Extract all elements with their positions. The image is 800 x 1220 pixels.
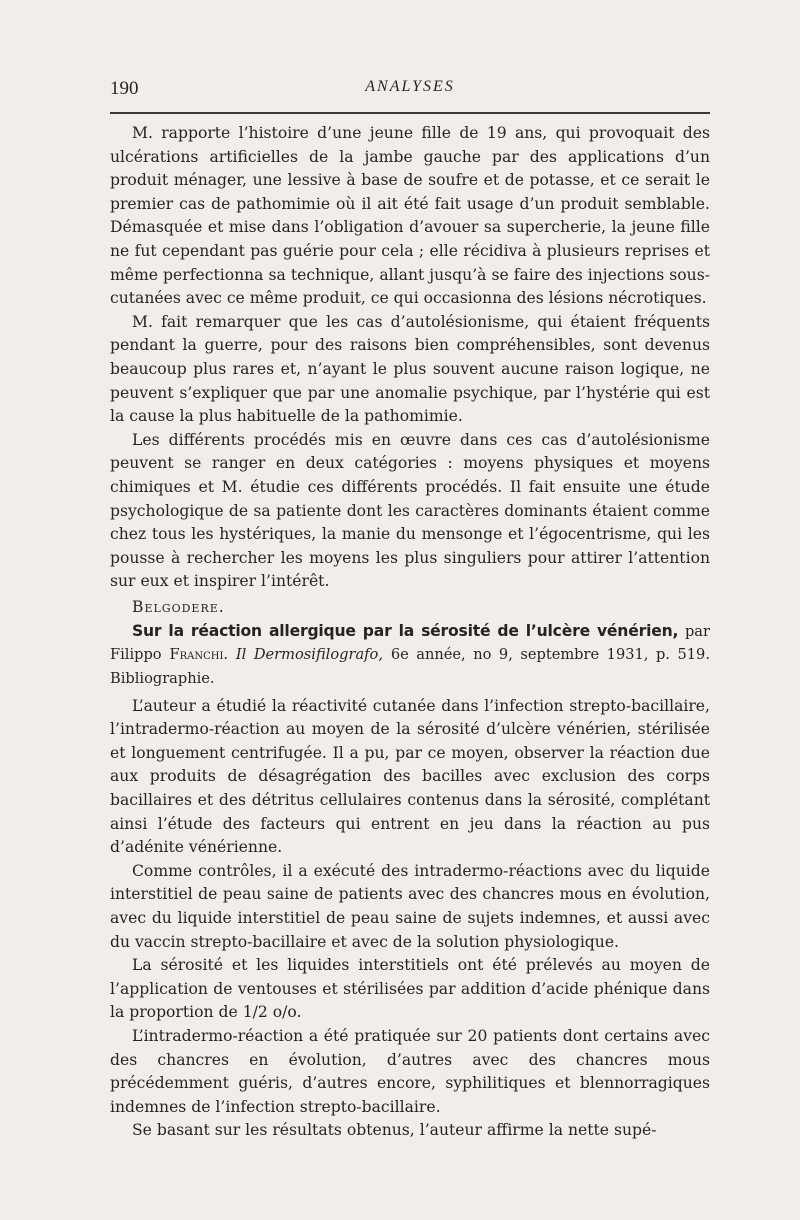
paragraph: M. rapporte l’histoire d’une jeune fille de 19 ans, qui provoquait des ulcérations artificielles de la jambe gauche par des applications d’un produit ménager, une lessive à base de soufre et de potasse, et ce serait le premier cas de pathomimie où il ait été fait usage d’un produit semblable. Démasquée et mise dans l’obligation d’avouer sa supercherie, la jeune fille ne fut cependant pas guérie pour cela ; elle récidiva à plusieurs reprises et même perfectionna sa technique, allant jusqu’à se faire des injections sous-cutanées avec ce même produit, ce qui occasionna des lésions nécrotiques. — [110, 124, 710, 308]
article-journal: Il Dermosifilografo, — [235, 646, 383, 664]
running-title: ANALYSES — [365, 78, 455, 95]
running-header — [110, 74, 710, 100]
paragraph: Se basant sur les résultats obtenus, l’auteur affirme la nette supé- — [132, 1121, 657, 1140]
paragraph: L’intradermo-réaction a été pratiquée sur 20 patients dont certains avec des chancres en évolution, d’autres avec des chancres mous précédemment guéris, d’autres encore, syphilitiques et blennorragiques indemnes de l’infection strepto-bacillaire. — [110, 1026, 710, 1116]
paragraph: L’auteur a étudié la réactivité cutanée dans l’infection strepto-bacillaire, l’intradermo-réaction au moyen de la sérosité d’ulcère vénérien, stérilisée et longuement centrifugée. Il a pu, par ce moyen, observer la réaction due aux produits de désagrégation des bacilles avec exclusion des corps bacillaires et des détritus cellulaires contenus dans la sérosité, complétant ainsi l’étude des facteurs qui entrent en jeu dans la réaction au pus d’adénite vénérienne. — [110, 696, 710, 857]
article-heading — [110, 620, 710, 691]
paragraph: La sérosité et les liquides interstitiels ont été prélevés au moyen de l’application de ventouses et stérilisées par addition d’acide phénique dans la proportion de 1/2 o/o. — [110, 956, 710, 1022]
header-rule — [110, 112, 710, 114]
body-text — [110, 122, 710, 1143]
paragraph: M. fait remarquer que les cas d’autolésionisme, qui étaient fréquents pendant la guerre, pour des raisons bien compréhensibles, sont devenus beaucoup plus rares et, n’ayant le plus souvent aucune raison logique, ne peuvent s’expliquer que par une anomalie psychique, par l’hystérie qui est la cause la plus habituelle de la pathomimie. — [110, 312, 710, 426]
page-number: 190 — [110, 78, 139, 99]
article-citation: 6e année, no 9, septembre 1931, p. 519. Bibliographie. — [110, 646, 710, 688]
review-signature: Belgodere. — [132, 597, 225, 616]
article-title: Sur la réaction allergique par la sérosité de l’ulcère vénérien, — [132, 621, 679, 640]
paragraph: Comme contrôles, il a exécuté des intradermo-réactions avec du liquide interstitiel de peau saine de patients avec des chancres mous en évolution, avec du liquide interstitiel de peau saine de sujets indemnes, et aussi avec du vaccin strepto-bacillaire et avec de la solution physiologique. — [110, 861, 710, 951]
paragraph: Les différents procédés mis en œuvre dans ces cas d’autolésionisme peuvent se ranger en deux catégories : moyens physiques et moyens chimiques et M. étudie ces différents procédés. Il fait ensuite une étude psychologique de sa patiente dont les caractères dominants étaient comme chez tous les hystériques, la manie du mensonge et l’égocentrisme, qui les pousse à rechercher les moyens les plus singuliers pour attirer l’attention sur eux et inspirer l’intérêt. — [110, 430, 710, 591]
article-by: par Filippo — [110, 622, 710, 664]
article-author: Franchi. — [169, 646, 229, 664]
